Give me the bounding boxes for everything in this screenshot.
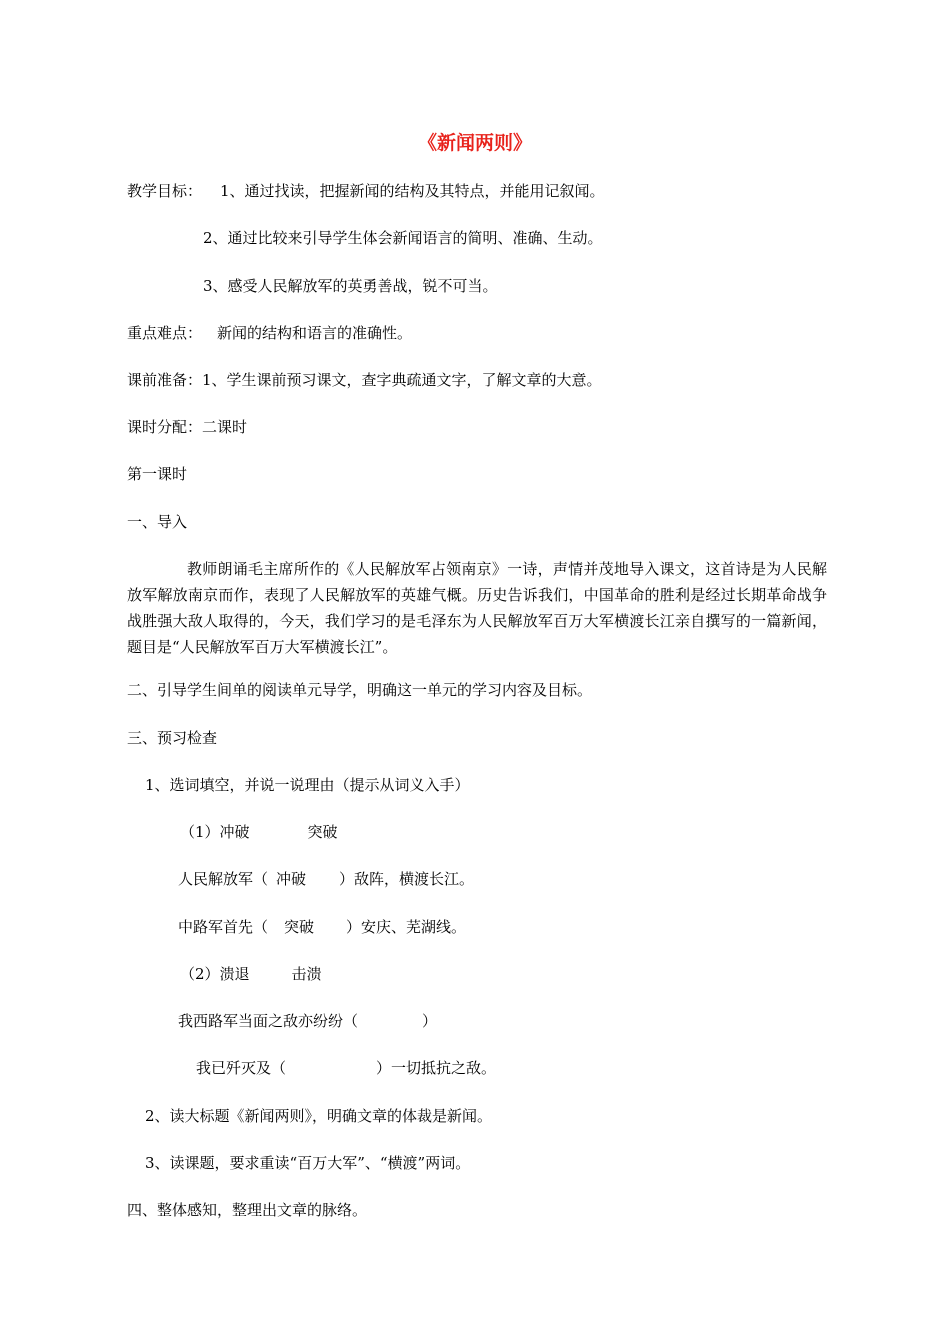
document-title: 《新闻两则》	[417, 132, 532, 154]
fill-sentence-1-after: ）敌阵，横渡长江。	[339, 870, 475, 888]
word-pair-2	[180, 964, 322, 984]
word-pair-2-word-2: 击溃	[291, 965, 322, 983]
fill-sentence-2	[178, 917, 466, 937]
key-points-label: 重点难点：	[127, 324, 203, 342]
fill-sentence-2-answer: 突破	[284, 918, 315, 936]
fill-sentence-3	[178, 1011, 437, 1031]
section-1-heading: 一、导入	[127, 513, 188, 531]
question-1: 1、选词填空，并说一说理由（提示从词义入手）	[145, 776, 470, 794]
fill-sentence-4-before: 我已歼灭及（	[196, 1059, 287, 1077]
schedule-line: 课时分配：二课时	[127, 418, 248, 436]
fill-sentence-2-before: 中路军首先（	[178, 918, 269, 936]
word-pair-1-label: （1）冲破	[180, 823, 250, 841]
fill-sentence-1-before: 人民解放军（	[178, 870, 269, 888]
section-2-heading: 二、引导学生间单的阅读单元导学，明确这一单元的学习内容及目标。	[127, 681, 593, 699]
key-points-text: 新闻的结构和语言的准确性。	[217, 324, 413, 342]
fill-sentence-4-after: ）一切抵抗之敌。	[376, 1059, 497, 1077]
section-1-body: 教师朗诵毛主席所作的《人民解放军占领南京》一诗，声情并茂地导入课文，这首诗是为人民解放军解放南京而作，表现了人民解放军的英雄气概。历史告诉我们，中国革命的胜利是经过长期革命战争战胜强大敌人取得的，今天，我们学习的是毛泽东为人民解放军百万大军横渡长江亲自撰写的一篇新闻，题目是“人民解放军百万大军横渡长江”。	[127, 560, 827, 656]
word-pair-1	[180, 822, 338, 842]
fill-sentence-3-after: ）	[422, 1012, 438, 1030]
objective-item-3: 3、感受人民解放军的英勇善战，锐不可当。	[203, 277, 498, 295]
objective-item-2: 2、通过比较来引导学生体会新闻语言的简明、准确、生动。	[203, 229, 603, 247]
objectives-row	[127, 181, 605, 201]
fill-sentence-4	[196, 1058, 496, 1078]
lesson-heading: 第一课时	[127, 465, 188, 483]
section-4-heading: 四、整体感知，整理出文章的脉络。	[127, 1201, 368, 1219]
preparation-line: 课前准备：1、学生课前预习课文，查字典疏通文字，了解文章的大意。	[127, 371, 602, 389]
word-pair-2-label: （2）溃退	[180, 965, 250, 983]
question-3: 3、读课题，要求重读“百万大军”、“横渡”两词。	[145, 1154, 471, 1172]
objective-item-1: 1、通过找读，把握新闻的结构及其特点，并能用记叙闻。	[220, 182, 605, 200]
section-3-heading: 三、预习检查	[127, 729, 218, 747]
objectives-label: 教学目标：	[127, 182, 203, 200]
fill-sentence-1-answer: 冲破	[276, 870, 307, 888]
fill-sentence-3-before: 我西路军当面之敌亦纷纷（	[178, 1012, 359, 1030]
key-points-row	[127, 323, 412, 343]
fill-sentence-2-after: ）安庆、芜湖线。	[346, 918, 467, 936]
fill-sentence-1	[178, 869, 474, 889]
word-pair-1-word-2: 突破	[307, 823, 338, 841]
question-2: 2、读大标题《新闻两则》，明确文章的体裁是新闻。	[145, 1107, 493, 1125]
